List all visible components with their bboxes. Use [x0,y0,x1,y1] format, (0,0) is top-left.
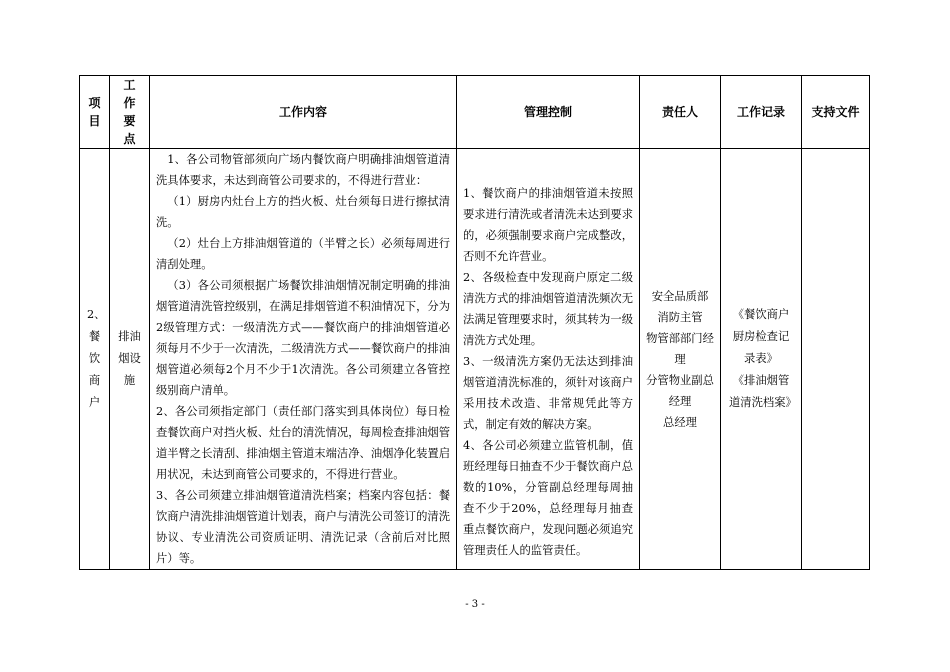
responsible-item: 总经理 [663,415,697,429]
support-doc: 《餐饮商户厨房检查记录表》 [732,308,790,365]
header-row [80,76,870,149]
inspection-table [79,75,870,570]
table-row [80,149,870,570]
header-project: 项目 [80,76,110,149]
header-support-docs: 支持文件 [802,76,870,149]
work-item: （3）各公司须根据广场餐饮排油烟情况制定明确的排油烟管道清洗管控级别，在满足排烟管道不积油情况下，分为2级管理方式：一级清洗方式——餐饮商户的排油烟管道必须每月不少于一次清洗，二级清洗方式——餐饮商户的排油烟管道必须每2个月不少于1次清洗。各公司须建立各管控级别商户清单。 [156,279,450,397]
work-item: （2）灶台上方排油烟管道的（半臂之长）必须每周进行清刮处理。 [156,237,450,271]
work-item: 1、各公司物管部须向广场内餐饮商户明确排油烟管道清洗具体要求，未达到商管公司要求的，不得进行营业： [156,153,450,187]
header-management-control: 管理控制 [457,76,640,149]
cell-keypoint [110,149,150,570]
cell-support-docs [802,149,870,570]
support-doc: 《排油烟管道清洗档案》 [729,374,797,409]
control-item: 3、一级清洗方案仍无法达到排油烟管道清洗标准的，须针对该商户采用技术改造、非常规凭此等方式，制定有效的解决方案。 [463,355,633,431]
header-work-content: 工作内容 [150,76,457,149]
project-label: 2、餐饮商户 [87,308,106,409]
cell-management-control [457,149,640,570]
work-item: 2、各公司须指定部门（责任部门落实到具体岗位）每日检查餐饮商户对挡火板、灶台的清洗情况，每周检查排油烟管道半臂之长清刮、排油烟主管道末端洁净、油烟净化装置启用状况，未达到商管公司要求的，不得进行营业。 [156,405,450,481]
control-item: 2、各级检查中发现商户原定二级清洗方式的排油烟管道清洗频次无法满足管理要求时，须其转为一级清洗方式处理。 [463,271,633,347]
cell-records [721,149,802,570]
header-records: 工作记录 [721,76,802,149]
keypoint-label: 排油烟设施 [118,330,141,387]
cell-responsible [640,149,721,570]
responsible-item: 安全品质部 [651,289,709,303]
responsible-item: 消防主管 [657,310,703,324]
header-keypoint: 工作要点 [110,76,150,149]
work-item: （1）厨房内灶台上方的挡火板、灶台须每日进行擦拭清洗。 [156,195,450,229]
header-responsible: 责任人 [640,76,721,149]
control-item: 1、餐饮商户的排油烟管道未按照要求进行清洗或者清洗未达到要求的，必须强制要求商户完成整改，否则不允许营业。 [463,187,633,263]
page-number: - 3 - [465,599,485,610]
cell-project [80,149,110,570]
responsible-item: 分管物业副总经理 [646,373,714,408]
responsible-item: 物管部部门经理 [646,331,714,366]
work-item: 3、各公司须建立排油烟管道清洗档案；档案内容包括：餐饮商户清洗排油烟管道计划表，商户与清洗公司签订的清洗协议、专业清洗公司资质证明、清洗记录（含前后对比照片）等。 [156,489,450,565]
control-item: 4、各公司必须建立监管机制，值班经理每日抽查不少于餐饮商户总数的10%，分管副总经理每周抽查不少于20%，总经理每月抽查重点餐饮商户，发现问题必须追究管理责任人的监管责任。 [463,439,633,557]
cell-work-content [150,149,457,570]
